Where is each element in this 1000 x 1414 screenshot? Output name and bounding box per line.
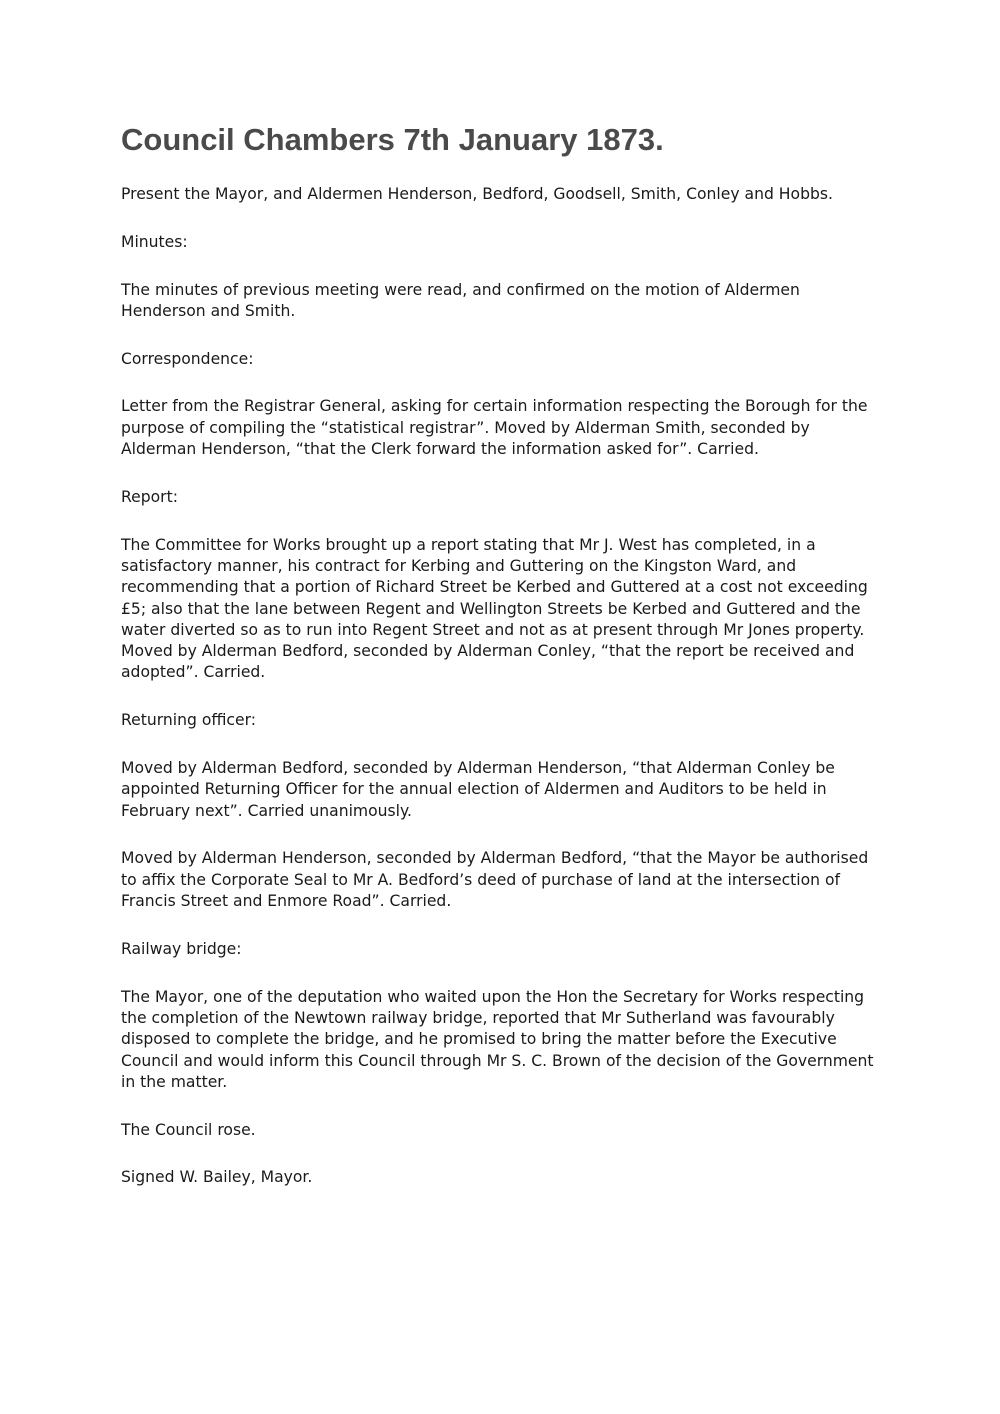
paragraph-minutes-heading bbox=[121, 232, 881, 253]
text-line: The minutes of previous meeting were read, and confirmed on the motion of Aldermen bbox=[121, 280, 800, 299]
text-line: Francis Street and Enmore Road”. Carried. bbox=[121, 892, 452, 911]
text-line: Moved by Alderman Henderson, seconded by Alderman Bedford, “that the Mayor be authorised bbox=[121, 849, 869, 868]
text-line: adopted”. Carried. bbox=[121, 663, 266, 682]
text-line: satisfactory manner, his contract for Kerbing and Guttering on the Kingston Ward, and bbox=[121, 556, 797, 575]
text-line: Report: bbox=[121, 487, 178, 506]
text-line: Railway bridge: bbox=[121, 939, 242, 958]
text-line: The Council rose. bbox=[121, 1120, 256, 1139]
paragraph-report-heading bbox=[121, 487, 881, 508]
text-line: Returning officer: bbox=[121, 711, 256, 730]
document-page bbox=[121, 118, 881, 1215]
paragraph-railway-bridge-heading bbox=[121, 939, 881, 960]
text-line: Present the Mayor, and Aldermen Henderson, Bedford, Goodsell, Smith, Conley and Hobbs. bbox=[121, 185, 833, 203]
text-line: disposed to complete the bridge, and he promised to bring the matter before the Executive bbox=[121, 1030, 837, 1049]
text-line: February next”. Carried unanimously. bbox=[121, 801, 412, 820]
text-line: Council and would inform this Council through Mr S. C. Brown of the decision of the Government bbox=[121, 1051, 874, 1070]
text-line: in the matter. bbox=[121, 1072, 228, 1091]
text-line: The Mayor, one of the deputation who waited upon the Hon the Secretary for Works respecting bbox=[121, 987, 865, 1006]
text-line: £5; also that the lane between Regent and Wellington Streets be Kerbed and Guttered and the bbox=[121, 599, 861, 618]
paragraph-present bbox=[121, 184, 881, 205]
text-line: the completion of the Newtown railway bridge, reported that Mr Sutherland was favourably bbox=[121, 1008, 835, 1027]
page-title: Council Chambers 7th January 1873. bbox=[121, 122, 664, 157]
paragraph-correspondence-heading bbox=[121, 349, 881, 370]
paragraph-returning-officer bbox=[121, 758, 881, 822]
text-line: Letter from the Registrar General, asking for certain information respecting the Borough for the bbox=[121, 397, 868, 416]
text-line: Moved by Alderman Bedford, seconded by Alderman Henderson, “that Alderman Conley be bbox=[121, 759, 835, 778]
paragraph-report bbox=[121, 535, 881, 684]
paragraph-signature bbox=[121, 1167, 881, 1188]
text-line: recommending that a portion of Richard Street be Kerbed and Guttered at a cost not exceeding bbox=[121, 578, 868, 597]
text-line: Signed W. Bailey, Mayor. bbox=[121, 1168, 313, 1187]
paragraph-corporate-seal bbox=[121, 848, 881, 912]
paragraph-railway-bridge bbox=[121, 987, 881, 1093]
text-line: Henderson and Smith. bbox=[121, 301, 296, 320]
paragraph-minutes bbox=[121, 280, 881, 323]
text-line: water diverted so as to run into Regent Street and not as at present through Mr Jones property. bbox=[121, 620, 865, 639]
text-line: to affix the Corporate Seal to Mr A. Bedford’s deed of purchase of land at the intersection of bbox=[121, 870, 840, 889]
paragraph-council-rose bbox=[121, 1120, 881, 1141]
text-line: Moved by Alderman Bedford, seconded by Alderman Conley, “that the report be received and bbox=[121, 642, 855, 661]
paragraph-returning-officer-heading bbox=[121, 710, 881, 731]
text-line: Correspondence: bbox=[121, 349, 254, 368]
text-line: appointed Returning Officer for the annual election of Aldermen and Auditors to be held in bbox=[121, 780, 827, 799]
text-line: Minutes: bbox=[121, 232, 188, 251]
document-body bbox=[121, 184, 881, 1189]
text-line: purpose of compiling the “statistical registrar”. Moved by Alderman Smith, seconded by bbox=[121, 418, 810, 437]
text-line: Alderman Henderson, “that the Clerk forward the information asked for”. Carried. bbox=[121, 440, 759, 459]
text-line: The Committee for Works brought up a report stating that Mr J. West has completed, in a bbox=[121, 535, 816, 554]
paragraph-correspondence bbox=[121, 396, 881, 460]
